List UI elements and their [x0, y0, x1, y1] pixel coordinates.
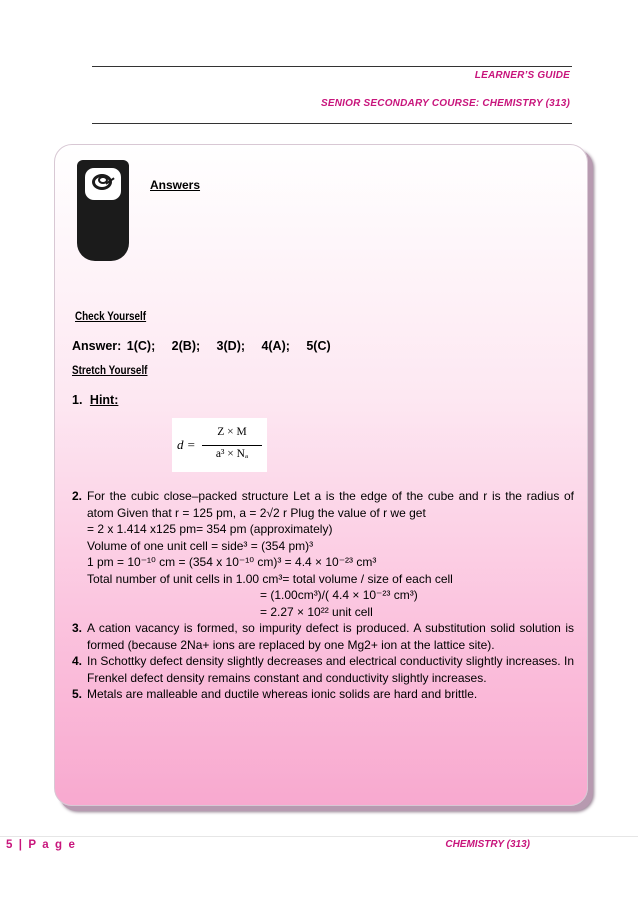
list-item — [72, 488, 574, 620]
hint-line — [72, 393, 118, 407]
header-top-rule — [92, 66, 572, 67]
hint-label: Hint: — [89, 393, 119, 407]
check-yourself-answer: Answer: 1(C); 2(B); 3(D); 4(A); 5(C) — [72, 339, 331, 353]
formula-lhs: d = — [177, 437, 196, 452]
answers-box — [54, 144, 588, 806]
item-line: = 2 x 1.414 x125 pm= 354 pm (approximately) — [87, 522, 333, 536]
formula-denominator: a³ × Nₐ — [215, 448, 249, 460]
hint-number: 1. — [72, 393, 83, 407]
item-line: Metals are malleable and ductile whereas ionic solids are hard and brittle. — [87, 687, 478, 701]
stretch-yourself-label: Stretch Yourself — [72, 365, 148, 377]
item-line: Total number of unit cells in 1.00 cm³= total volume / size of each cell — [87, 571, 453, 586]
check-yourself-label: Check Yourself — [75, 311, 147, 323]
answers-list — [72, 488, 574, 703]
item-line: Volume of one unit cell = side³ = (354 pm)³ — [87, 538, 314, 553]
item-line: For the cubic close–packed structure Let a is the edge of the cube and r is the radius of atom Given that r = 125 pm, a = 2√2 r Plug the value of r we get — [87, 489, 574, 520]
item-number: 5. — [72, 687, 83, 701]
list-item — [72, 620, 574, 653]
answers-title: Answers — [150, 178, 201, 192]
page-number: 5 | P a g e — [6, 839, 77, 851]
formula-fraction-bar — [202, 445, 262, 446]
answers-phone-icon — [77, 160, 129, 261]
header-guide: LEARNER’S GUIDE — [474, 70, 570, 81]
phone-screen — [85, 168, 121, 200]
item-line: 1 pm = 10⁻¹⁰ cm = (354 x 10⁻¹⁰ cm)³ = 4.4 × 10⁻²³ cm³ — [87, 555, 377, 569]
item-line: In Schottky defect density slightly decreases and electrical conductivity slightly increases. In Frenkel defect density remains constant and conductivity slightly increases. — [87, 654, 574, 685]
item-line: = 2.27 × 10²² unit cell — [260, 604, 373, 619]
item-line: A cation vacancy is formed, so impurity defect is produced. A substitution solid solution is formed (because 2Na+ ions are replaced by one Mg2+ ion at the lattice site). — [87, 621, 574, 652]
list-item — [72, 653, 574, 686]
item-number: 4. — [72, 654, 83, 668]
item-number: 2. — [72, 489, 83, 503]
header-bottom-rule — [92, 123, 572, 124]
item-line: = (1.00cm³)/( 4.4 × 10⁻²³ cm³) — [260, 588, 418, 602]
item-number: 3. — [72, 621, 83, 635]
header-course: SENIOR SECONDARY COURSE: CHEMISTRY (313) — [321, 98, 570, 109]
footer-subject: CHEMISTRY (313) — [445, 839, 530, 850]
formula-numerator: Z × M — [217, 426, 247, 438]
density-formula — [172, 418, 267, 472]
footer-rule — [0, 836, 638, 837]
list-item — [72, 686, 574, 703]
